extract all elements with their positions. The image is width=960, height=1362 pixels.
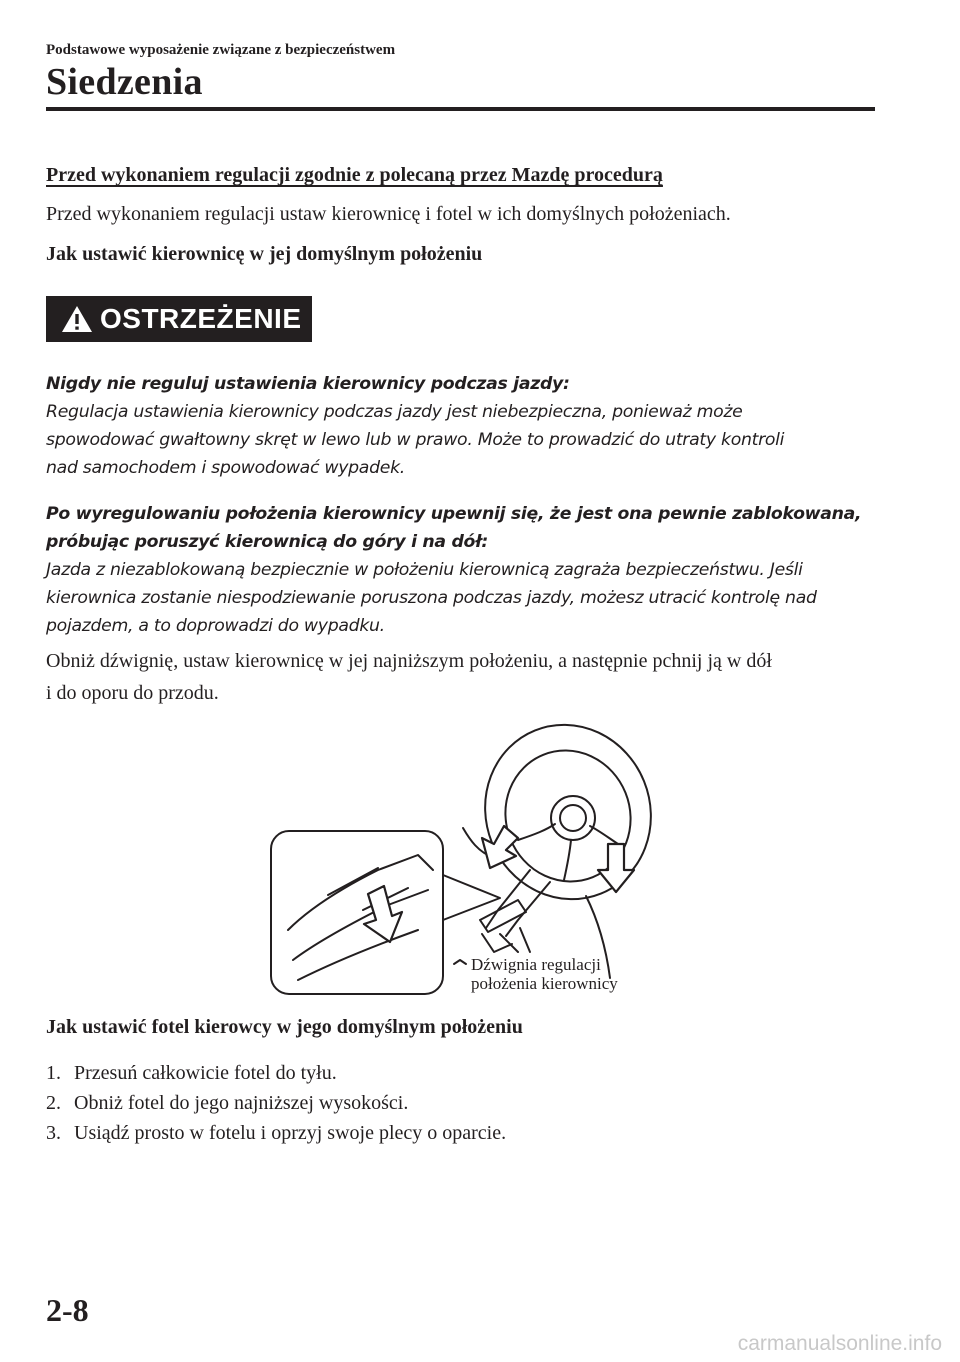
warning-label: OSTRZEŻENIE [100, 303, 302, 334]
warning-heading-line: próbując poruszyć kierownicą do góry i na dół: [46, 532, 488, 552]
steering-hub [551, 796, 595, 840]
warning-body-line: pojazdem, a to doprowadzi do wypadku. [46, 616, 385, 636]
adjustment-arrows [364, 826, 634, 942]
step-text: Usiądź prosto w fotelu i oprzyj swoje plecy o oparcie. [74, 1122, 507, 1144]
step-text: Obniż fotel do jego najniższej wysokości. [74, 1092, 409, 1114]
warning-triangle-icon [56, 296, 98, 342]
step-number: 1. [46, 1062, 61, 1084]
instruction-line: i do oporu do przodu. [46, 682, 219, 704]
section-label: Podstawowe wyposażenie związane z bezpieczeństwem [46, 42, 396, 58]
warning-body-line: Jazda z niezablokowaną bezpiecznie w położeniu kierownicą zagraża bezpieczeństwu. Jeśli [46, 560, 803, 580]
seat-heading: Jak ustawić fotel kierowcy w jego domyślnym położeniu [46, 1016, 523, 1038]
instruction-paragraph [46, 645, 772, 709]
wheel-down-arrow [598, 844, 634, 892]
warning-badge [46, 296, 312, 342]
figure-caption [471, 955, 618, 993]
warning-item [46, 370, 876, 482]
seat-steps-list [46, 1058, 506, 1148]
warning-heading: Nigdy nie reguluj ustawienia kierownicy podczas jazdy: [46, 374, 570, 394]
warning-body-line: nad samochodem i spowodować wypadek. [46, 458, 405, 478]
warning-body-line: spowodować gwałtowny skręt w lewo lub w prawo. Może to prowadzić do utraty kontroli [46, 430, 785, 450]
step-number: 3. [46, 1122, 61, 1144]
warning-body-line: Regulacja ustawienia kierownicy podczas jazdy jest niebezpieczna, ponieważ może [46, 402, 743, 422]
warning-body-line: kierownica zostanie niespodziewanie poruszona podczas jazdy, możesz utracić kontrolę nad [46, 588, 817, 608]
list-item [46, 1118, 506, 1148]
warning-heading-line: Po wyregulowaniu położenia kierownicy upewnij się, że jest ona pewnie zablokowana, [46, 504, 862, 524]
list-item [46, 1088, 506, 1118]
warning-item [46, 500, 876, 640]
procedure-subheading: Przed wykonaniem regulacji zgodnie z polecaną przez Mazdę procedurą [46, 164, 663, 186]
page-number: 2-8 [46, 1292, 89, 1328]
header-divider [46, 107, 875, 111]
page-title: Siedzenia [46, 61, 203, 103]
step-number: 2. [46, 1092, 61, 1114]
push-forward-arrow [482, 826, 518, 868]
caption-line: położenia kierownicy [471, 974, 618, 993]
caption-line: Dźwignia regulacji [471, 955, 601, 974]
steering-heading: Jak ustawić kierownicę w jej domyślnym położeniu [46, 243, 483, 265]
instruction-line: Obniż dźwignię, ustaw kierownicę w jej najniższym położeniu, a następnie pchnij ją w dół [46, 650, 772, 672]
watermark: carmanualsonline.info [737, 1332, 942, 1355]
intro-paragraph: Przed wykonaniem regulacji ustaw kierownicę i fotel w ich domyślnych położeniach. [46, 203, 731, 225]
list-item [46, 1058, 506, 1088]
step-text: Przesuń całkowicie fotel do tyłu. [74, 1062, 337, 1084]
